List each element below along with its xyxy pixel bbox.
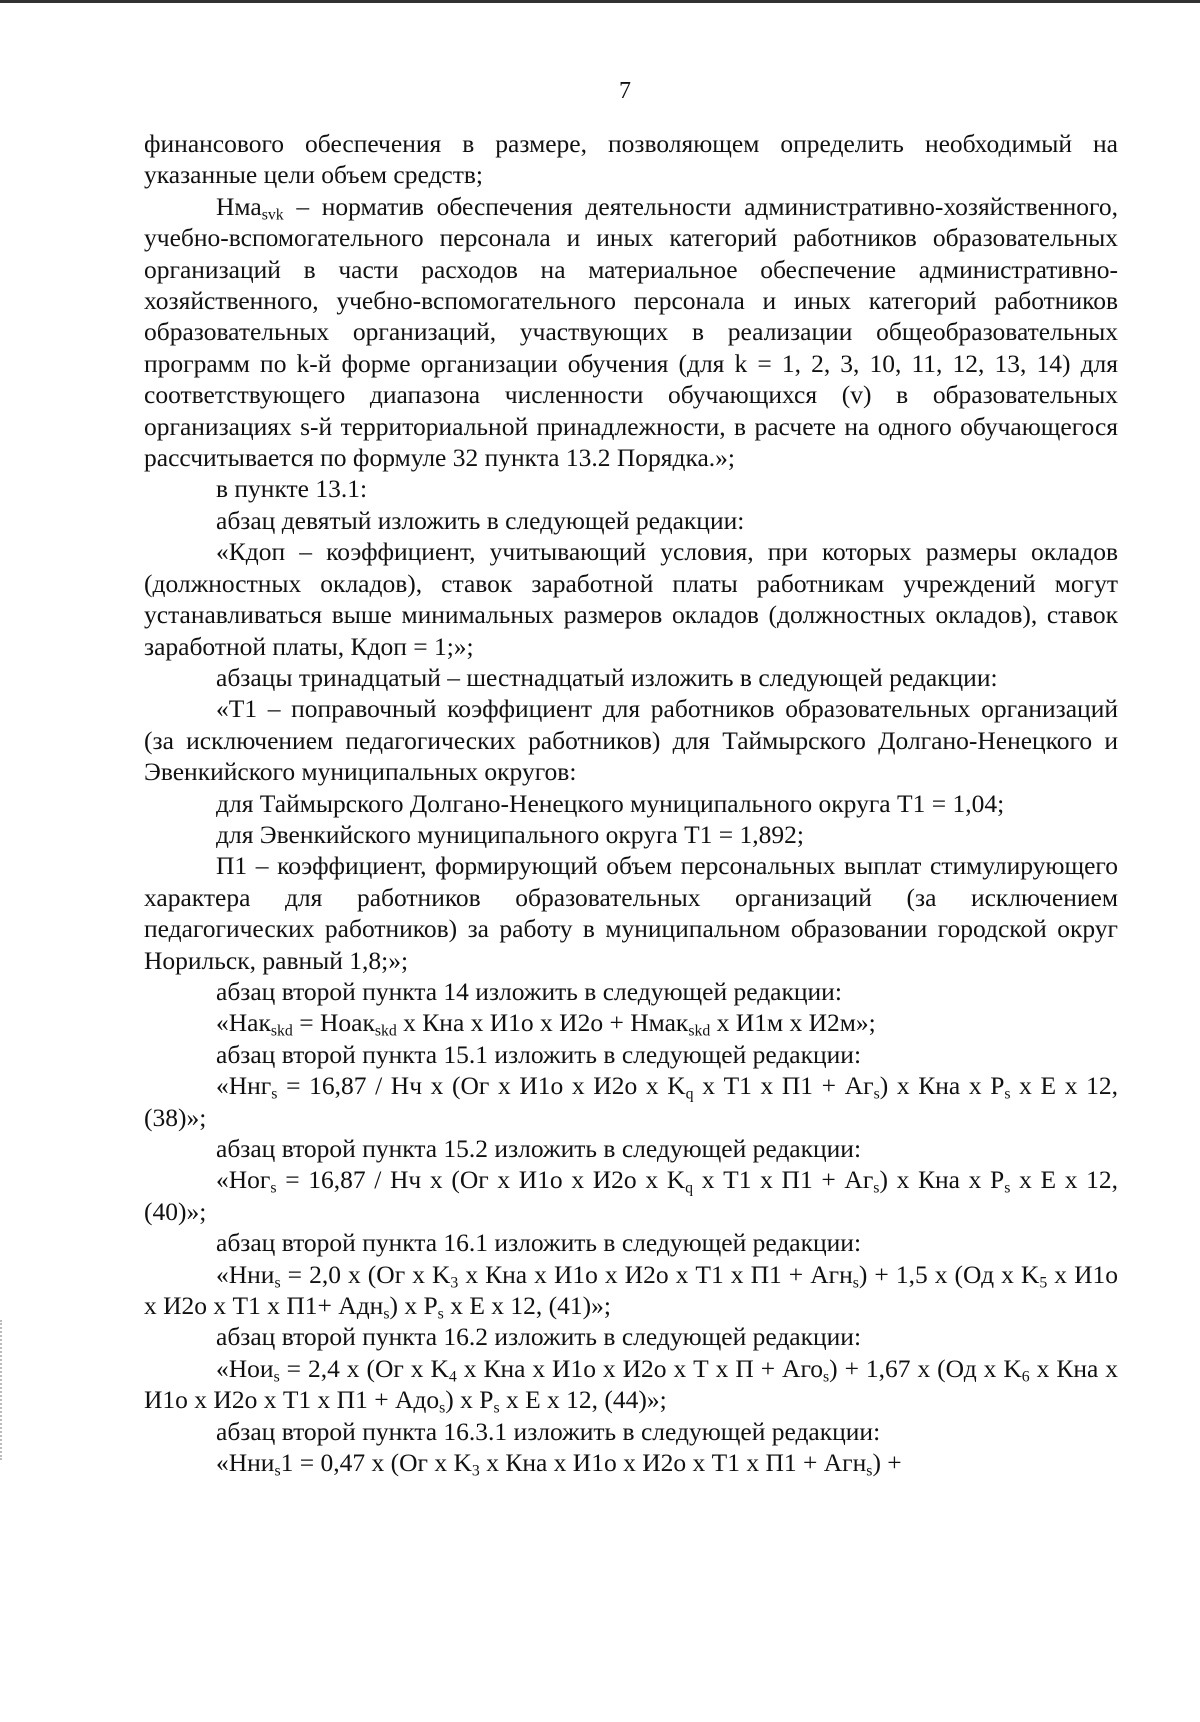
paragraph-p06 xyxy=(144,662,1118,693)
text-run: Нма xyxy=(216,191,262,221)
text-run: x E x 12, (38)»; xyxy=(144,1071,1119,1132)
text-run: x Т1 x П1 + Аг xyxy=(693,1165,874,1195)
text-run: абзац второй пункта 16.3.1 изложить в следующей редакции: xyxy=(216,1416,881,1446)
text-run: x E x 12, (41)»; xyxy=(443,1291,611,1321)
paragraph-p04 xyxy=(144,505,1118,536)
text-run: «Нни xyxy=(216,1448,275,1478)
text-run: x И1о x И2о x Т1 x П1+ Адн xyxy=(144,1259,1118,1321)
paragraph-p03 xyxy=(144,473,1118,504)
text-run: абзац второй пункта 14 изложить в следующей редакции: xyxy=(216,976,842,1006)
text-run: x Кна x И1о x И2о + Нмак xyxy=(396,1008,689,1038)
text-run: ) x P xyxy=(445,1385,494,1415)
subscript: s xyxy=(1004,1179,1011,1197)
text-run: ) x Кна x P xyxy=(879,1165,1005,1195)
text-run: = 2,4 x (Ог x K xyxy=(279,1353,449,1383)
text-run: = Ноак xyxy=(292,1008,375,1038)
subscript: 4 xyxy=(448,1368,457,1386)
subscript: s xyxy=(274,1274,281,1292)
page-number: 7 xyxy=(619,78,631,104)
scan-edge-marks xyxy=(0,1320,5,1460)
subscript: q xyxy=(685,1179,694,1197)
subscript: 5 xyxy=(1039,1274,1048,1292)
paragraph-p20 xyxy=(144,1353,1118,1416)
paragraph-p17 xyxy=(144,1227,1118,1258)
text-run: ) + 1,5 x (Од x K xyxy=(858,1259,1040,1289)
paragraph-p09 xyxy=(144,819,1118,850)
text-run: абзац девятый изложить в следующей редакции: xyxy=(216,505,745,535)
text-run: П1 – коэффициент, формирующий объем персональных выплат стимулирующего характера для работников образовательных организаций (за исключением педагогических работников) за работу в муниципальном образовании городской округ Норильск, равный 1,8;»; xyxy=(144,851,1118,975)
subscript: s xyxy=(873,1085,880,1103)
subscript: s xyxy=(439,1399,446,1417)
text-run: финансового обеспечения в размере, позволяющем определить необходимый на указанные цели объем средств; xyxy=(144,129,1118,190)
text-run: = 16,87 / Нч x (Ог x И1о x И2о x K xyxy=(276,1165,686,1195)
subscript: s xyxy=(823,1368,830,1386)
text-run: ) + xyxy=(872,1448,902,1478)
paragraph-p08 xyxy=(144,788,1118,819)
text-run: 1 = 0,47 x (Ог x K xyxy=(280,1448,472,1478)
subscript: s xyxy=(852,1274,859,1292)
paragraph-p21 xyxy=(144,1416,1118,1447)
text-run: абзац второй пункта 15.2 изложить в следующей редакции: xyxy=(216,1134,862,1163)
subscript: skd xyxy=(374,1022,397,1040)
paragraph-p10 xyxy=(144,850,1118,976)
text-run: абзац второй пункта 16.2 изложить в следующей редакции: xyxy=(216,1322,862,1352)
subscript: 3 xyxy=(471,1462,480,1480)
subscript: s xyxy=(866,1462,873,1480)
paragraph-p11 xyxy=(144,976,1118,1007)
text-run: x Т1 x П1 + Аг xyxy=(693,1071,874,1101)
paragraph-p19 xyxy=(144,1321,1118,1352)
document-body xyxy=(144,128,1118,1478)
text-run: ) x Кна x P xyxy=(879,1071,1005,1101)
scan-top-edge xyxy=(0,0,1200,3)
paragraph-p13 xyxy=(144,1039,1118,1070)
text-run: «Ног xyxy=(216,1165,271,1195)
text-run: «Ннг xyxy=(216,1071,272,1101)
text-run: абзацы тринадцатый – шестнадцатый изложить в следующей редакции: xyxy=(216,662,998,692)
text-run: в пункте 13.1: xyxy=(216,474,368,504)
text-run: для Таймырского Долгано-Ненецкого муниципального округа Т1 = 1,04; xyxy=(216,788,1005,818)
subscript: s xyxy=(437,1305,444,1323)
paragraph-p15 xyxy=(144,1133,1118,1164)
subscript: s xyxy=(274,1462,281,1480)
subscript: s xyxy=(273,1368,280,1386)
subscript: skd xyxy=(270,1022,293,1040)
paragraph-p02 xyxy=(144,191,1118,474)
text-run: для Эвенкийского муниципального округа Т1 = 1,892; xyxy=(216,819,805,849)
text-run: «Нои xyxy=(216,1353,274,1383)
text-run: x Кна x И1о x И2о x Т1 x П1 + Агн xyxy=(458,1259,853,1289)
subscript: skd xyxy=(688,1022,711,1040)
subscript: q xyxy=(685,1085,694,1103)
text-run: x Кна x И1о x И2о x Т1 x П1 + Адо xyxy=(144,1353,1118,1415)
paragraph-p05 xyxy=(144,536,1118,662)
text-run: «Нни xyxy=(216,1259,275,1289)
subscript: 3 xyxy=(450,1274,459,1292)
text-run: «Нак xyxy=(216,1008,271,1038)
text-run: – норматив обеспечения деятельности административно-хозяйственного, учебно-вспомогательного персонала и иных категорий работников образовательных организаций в части расходов на материальное обеспечение административно-хозяйственного, учебно-вспомогательного персонала и иных категорий работников образовательных организаций, участвующих в реализации общеобразовательных программ по k-й форме организации обучения (для k = 1, 2, 3, 10, 11, 12, 13, 14) для соответствующего диапазона численности обучающихся (v) в образовательных организациях s-й территориальной принадлежности, в расчете на одного обучающегося рассчитывается по формуле 32 пункта 13.2 Порядка.»; xyxy=(144,191,1118,473)
subscript: svk xyxy=(261,206,284,224)
subscript: 6 xyxy=(1021,1368,1030,1386)
subscript: s xyxy=(270,1179,277,1197)
text-run: «Кдоп – коэффициент, учитывающий условия, при которых размеры окладов (должностных окладов), ставок заработной платы работникам учреждений могут устанавливаться выше минимальных размеров окладов (должностных окладов), ставок заработной платы, Кдоп = 1;»; xyxy=(144,537,1118,661)
text-run: «Т1 – поправочный коэффициент для работников образовательных организаций (за исключением педагогических работников) для Таймырского Долгано-Ненецкого и Эвенкийского муниципальных округов: xyxy=(144,694,1118,787)
paragraph-p14 xyxy=(144,1070,1118,1133)
text-run: x E x 12, (44)»; xyxy=(499,1385,667,1415)
text-run: абзац второй пункта 16.1 изложить в следующей редакции: xyxy=(216,1228,862,1258)
text-run: = 16,87 / Нч x (Ог x И1о x И2о x K xyxy=(277,1071,686,1101)
subscript: s xyxy=(493,1399,500,1417)
paragraph-p18 xyxy=(144,1259,1118,1322)
subscript: s xyxy=(1004,1085,1011,1103)
text-run: x Кна x И1о x И2о x Т1 x П1 + Агн xyxy=(479,1448,867,1478)
text-run: x E x 12, (40)»; xyxy=(144,1165,1119,1226)
text-run: = 2,0 x (Ог x K xyxy=(280,1259,451,1289)
text-run: x Кна x И1о x И2о x Т x П + Аго xyxy=(456,1353,824,1383)
paragraph-p22 xyxy=(144,1447,1118,1478)
text-run: ) x P xyxy=(389,1291,438,1321)
paragraph-p12 xyxy=(144,1007,1118,1038)
subscript: s xyxy=(383,1305,390,1323)
paragraph-p07 xyxy=(144,693,1118,787)
paragraph-p16 xyxy=(144,1164,1118,1227)
subscript: s xyxy=(271,1085,278,1103)
subscript: s xyxy=(873,1179,880,1197)
text-run: x И1м x И2м»; xyxy=(710,1008,876,1038)
paragraph-p01 xyxy=(144,128,1118,191)
text-run: ) + 1,67 x (Од x K xyxy=(829,1353,1022,1383)
text-run: абзац второй пункта 15.1 изложить в следующей редакции: xyxy=(216,1039,862,1069)
